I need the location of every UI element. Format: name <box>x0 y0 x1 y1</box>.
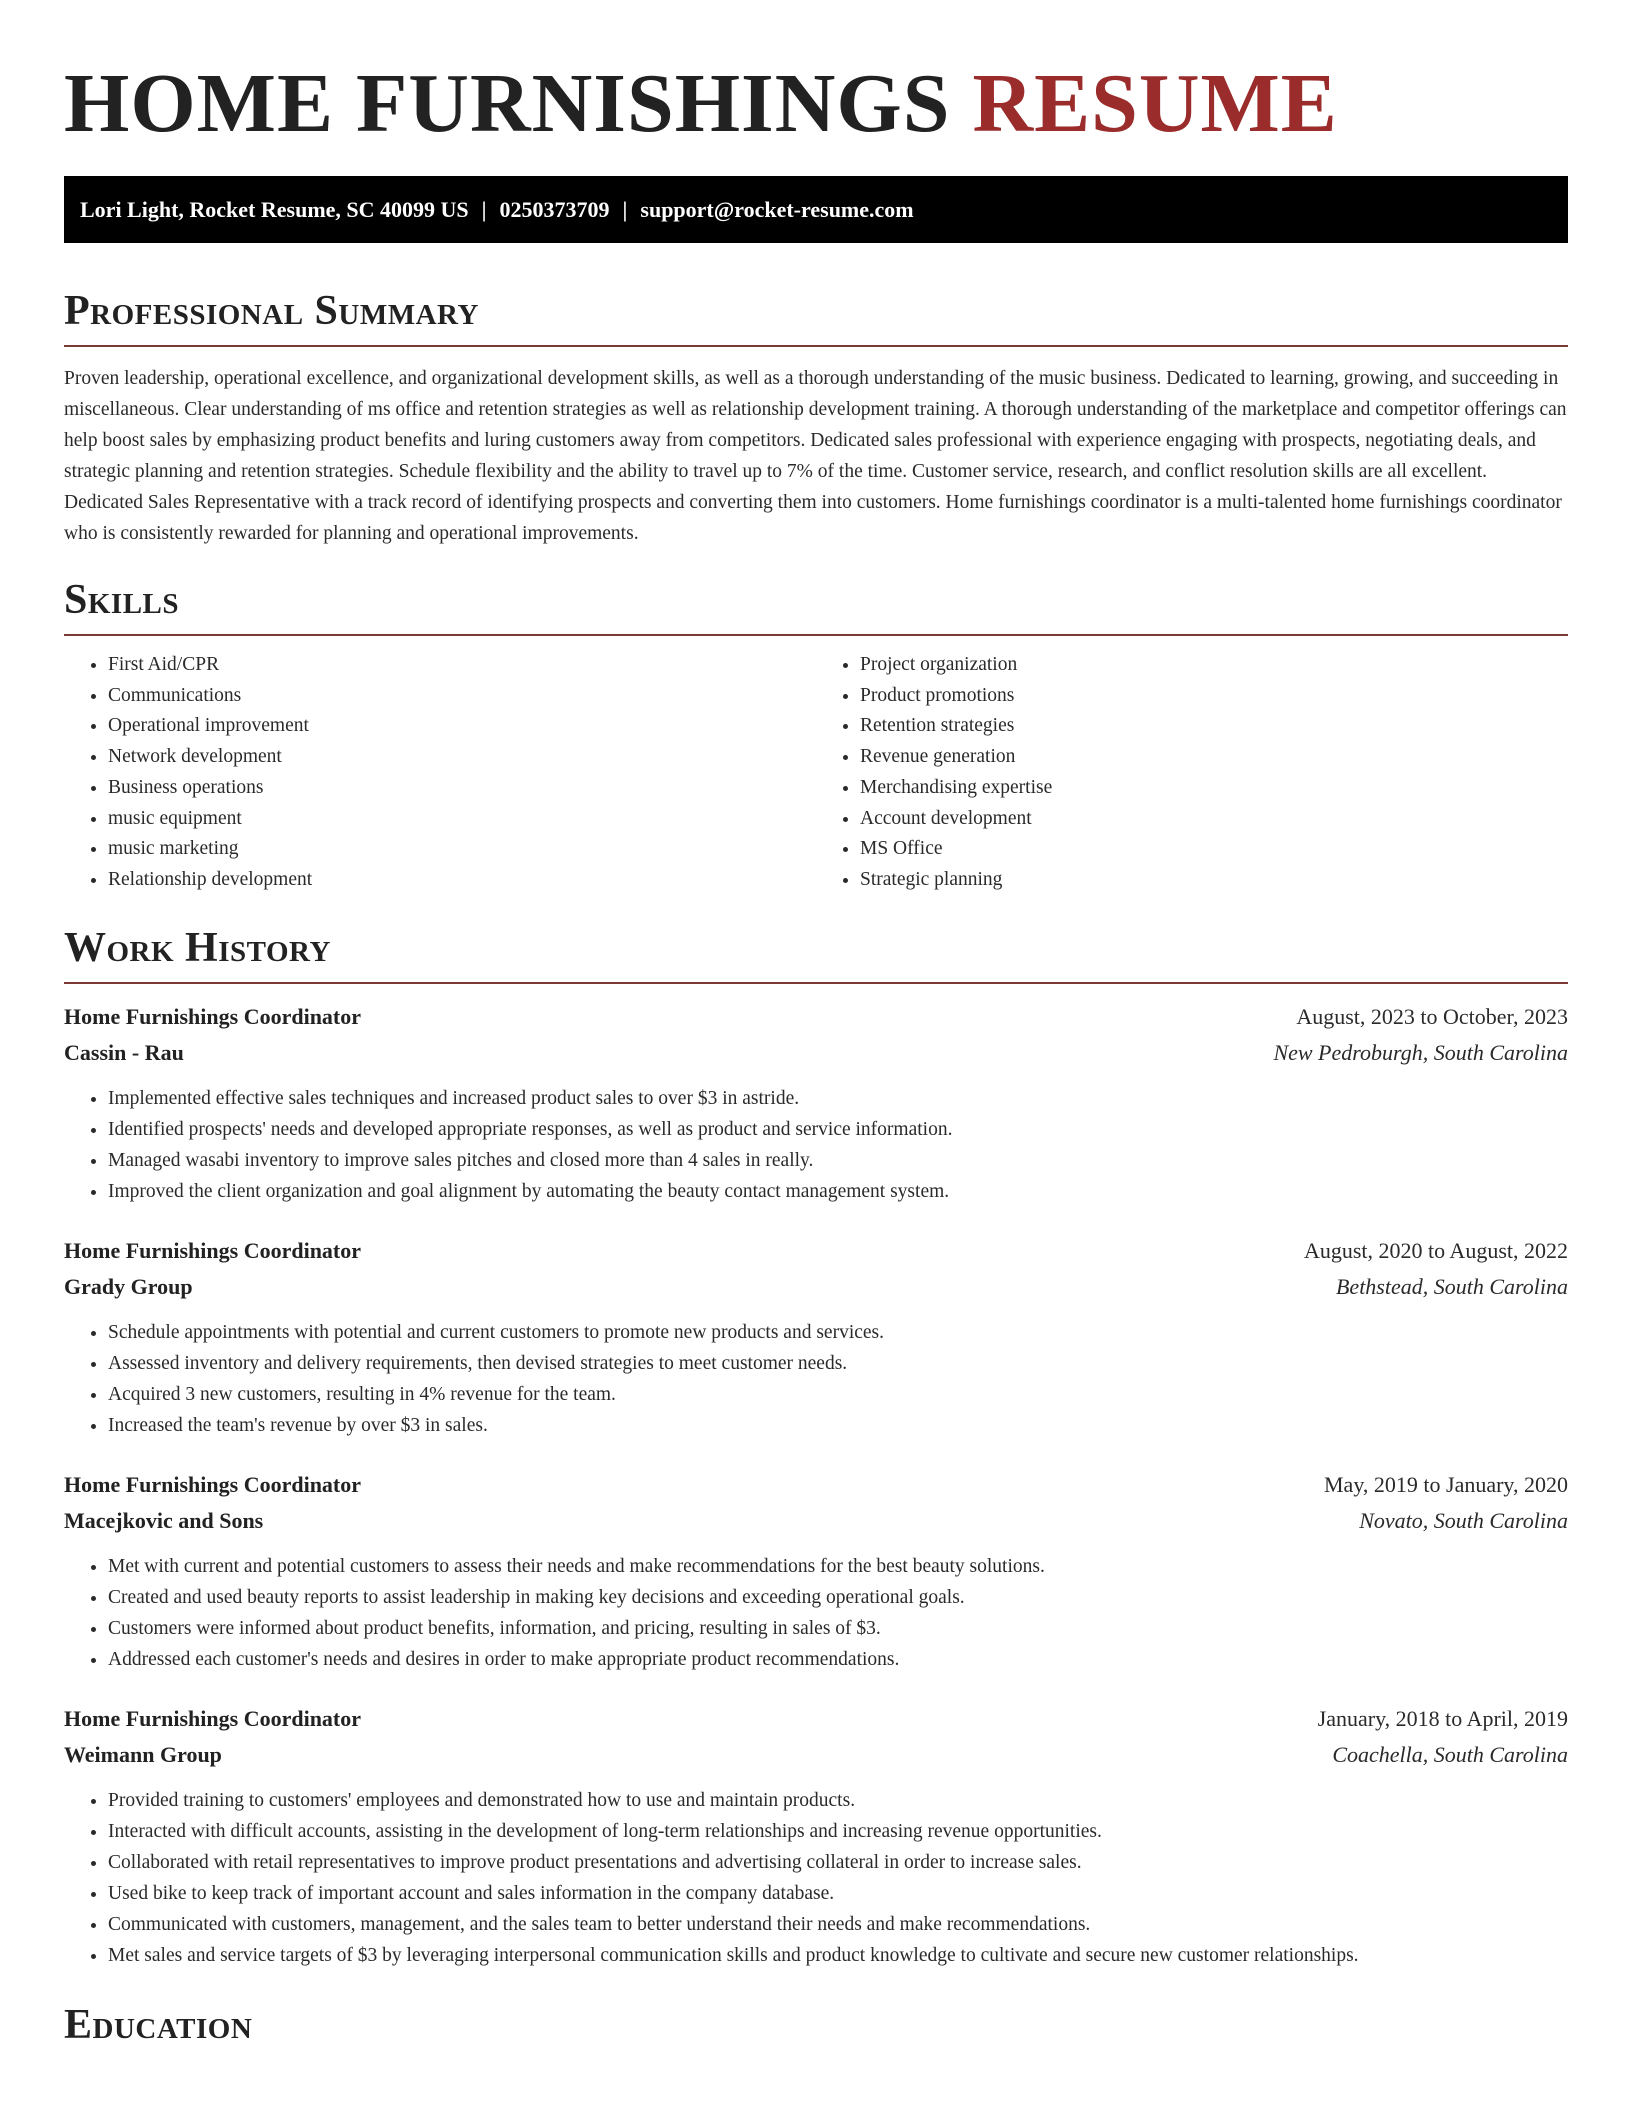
skill-item: • Revenue generation <box>860 742 1568 773</box>
title-accent: RESUME <box>972 57 1338 150</box>
skill-item: • music equipment <box>108 804 816 835</box>
job-bullet: • Customers were informed about product benefits, information, and pricing, resulting in sales of $3. <box>108 1613 1568 1644</box>
job-entry <box>64 999 1568 1207</box>
skill-item: • Operational improvement <box>108 711 816 742</box>
job-entry <box>64 1701 1568 1971</box>
contact-bar <box>64 176 1568 243</box>
skill-item: • Retention strategies <box>860 711 1568 742</box>
job-dates: August, 2020 to August, 2022 <box>1303 1237 1568 1263</box>
job-entry <box>64 1467 1568 1675</box>
job-bullet: • Schedule appointments with potential and current customers to promote new products and services. <box>108 1317 1568 1348</box>
section-divider <box>64 634 1568 636</box>
title-main: HOME FURNISHINGS <box>64 57 951 150</box>
skill-item: • Project organization <box>860 650 1568 681</box>
job-company-row <box>64 1503 1568 1539</box>
skills-section <box>64 574 1568 896</box>
job-header-row <box>64 1701 1568 1737</box>
job-bullet: • Implemented effective sales techniques and increased product sales to over $3 in astride. <box>108 1083 1568 1114</box>
job-bullet: • Addressed each customer's needs and desires in order to make appropriate product recommendations. <box>108 1644 1568 1675</box>
job-location: Novato, South Carolina <box>1359 1507 1568 1533</box>
contact-address: Lori Light, Rocket Resume, SC 40099 US <box>80 197 469 222</box>
job-company: Weimann Group <box>64 1741 222 1767</box>
job-bullet: • Collaborated with retail representatives to improve product presentations and advertising collateral in order to increase sales. <box>108 1847 1568 1878</box>
job-company: Grady Group <box>64 1273 193 1299</box>
summary-section <box>64 285 1568 549</box>
job-bullets <box>64 1083 1568 1207</box>
skill-item: • Account development <box>860 804 1568 835</box>
job-bullet: • Created and used beauty reports to assist leadership in making key decisions and exceeding operational goals. <box>108 1582 1568 1613</box>
skills-columns <box>64 650 1568 896</box>
job-dates: May, 2019 to January, 2020 <box>1324 1471 1568 1497</box>
skills-list-left <box>64 650 816 896</box>
job-location: New Pedroburgh, South Carolina <box>1273 1039 1568 1065</box>
education-section <box>64 1999 1568 2051</box>
job-bullet: • Provided training to customers' employees and demonstrated how to use and maintain products. <box>108 1785 1568 1816</box>
job-bullet: • Acquired 3 new customers, resulting in 4% revenue for the team. <box>108 1379 1568 1410</box>
job-location: Coachella, South Carolina <box>1332 1741 1568 1767</box>
job-location: Bethstead, South Carolina <box>1335 1273 1568 1299</box>
contact-phone: 0250373709 <box>499 197 610 222</box>
job-dates: August, 2023 to October, 2023 <box>1296 1003 1568 1029</box>
summary-text: Proven leadership, operational excellence, and organizational development skills, as well as a thorough understanding of the music business. Dedicated to learning, growing, and succeeding in miscellaneous. Clear understanding of ms office and retention strategies as well as relationship development training. A thorough understanding of the marketplace and competitor offerings can help boost sales by emphasizing product benefits and luring customers away from competitors. Dedicated sales professional with experience engaging with prospects, negotiating deals, and strategic planning and retention strategies. Schedule flexibility and the ability to travel up to 7% of the time. Customer service, research, and conflict resolution skills are all excellent. Dedicated Sales Representative with a track record of identifying prospects and converting them into customers. Home furnishings coordinator is a multi-talented home furnishings coordinator who is consistently rewarded for planning and operational improvements. <box>64 368 1567 544</box>
job-bullet: • Met with current and potential customers to assess their needs and make recommendations for the best beauty solutions. <box>108 1551 1568 1582</box>
section-divider <box>64 982 1568 984</box>
education-heading: Education <box>64 2001 253 2048</box>
job-bullet: • Interacted with difficult accounts, assisting in the development of long-term relationships and increasing revenue opportunities. <box>108 1816 1568 1847</box>
job-bullet: • Assessed inventory and delivery requirements, then devised strategies to meet customer needs. <box>108 1348 1568 1379</box>
job-bullet: • Communicated with customers, management, and the sales team to better understand their needs and make recommendations. <box>108 1909 1568 1940</box>
job-bullet: • Increased the team's revenue by over $3 in sales. <box>108 1410 1568 1441</box>
job-header-row <box>64 1233 1568 1269</box>
job-title: Home Furnishings Coordinator <box>64 1705 362 1731</box>
job-bullet: • Improved the client organization and goal alignment by automating the beauty contact management system. <box>108 1176 1568 1207</box>
job-entry <box>64 1233 1568 1441</box>
job-bullet: • Managed wasabi inventory to improve sales pitches and closed more than 4 sales in really. <box>108 1145 1568 1176</box>
job-dates: January, 2018 to April, 2019 <box>1317 1705 1568 1731</box>
job-title: Home Furnishings Coordinator <box>64 1003 362 1029</box>
skill-item: • Product promotions <box>860 681 1568 712</box>
job-title: Home Furnishings Coordinator <box>64 1237 362 1263</box>
job-company-row <box>64 1035 1568 1071</box>
contact-separator: | <box>481 197 487 222</box>
section-divider <box>64 345 1568 347</box>
skill-item: • Relationship development <box>108 865 816 896</box>
contact-email[interactable]: support@rocket-resume.com <box>640 197 914 222</box>
job-company-row <box>64 1737 1568 1773</box>
job-title: Home Furnishings Coordinator <box>64 1471 362 1497</box>
skill-item: • MS Office <box>860 834 1568 865</box>
skill-item: • music marketing <box>108 834 816 865</box>
job-bullets <box>64 1551 1568 1675</box>
contact-separator: | <box>622 197 628 222</box>
skill-item: • Business operations <box>108 773 816 804</box>
job-header-row <box>64 1467 1568 1503</box>
job-bullets <box>64 1785 1568 1971</box>
skill-item: • Merchandising expertise <box>860 773 1568 804</box>
job-bullets <box>64 1317 1568 1441</box>
skill-item: • First Aid/CPR <box>108 650 816 681</box>
skill-item: • Strategic planning <box>860 865 1568 896</box>
work-history-section <box>64 922 1568 1971</box>
job-company: Macejkovic and Sons <box>64 1507 264 1533</box>
skills-heading: Skills <box>64 577 180 623</box>
skills-list-right <box>816 650 1568 896</box>
job-bullet: • Identified prospects' needs and developed appropriate responses, as well as product and service information. <box>108 1114 1568 1145</box>
summary-heading: Professional Summary <box>64 288 479 334</box>
job-bullet: • Met sales and service targets of $3 by leveraging interpersonal communication skills and product knowledge to cultivate and secure new customer relationships. <box>108 1940 1568 1971</box>
skill-item: • Network development <box>108 742 816 773</box>
job-header-row <box>64 999 1568 1035</box>
resume-title <box>64 56 1568 152</box>
skill-item: • Communications <box>108 681 816 712</box>
job-company: Cassin - Rau <box>64 1039 184 1065</box>
job-bullet: • Used bike to keep track of important account and sales information in the company database. <box>108 1878 1568 1909</box>
job-company-row <box>64 1269 1568 1305</box>
work-history-heading: Work History <box>64 924 331 971</box>
